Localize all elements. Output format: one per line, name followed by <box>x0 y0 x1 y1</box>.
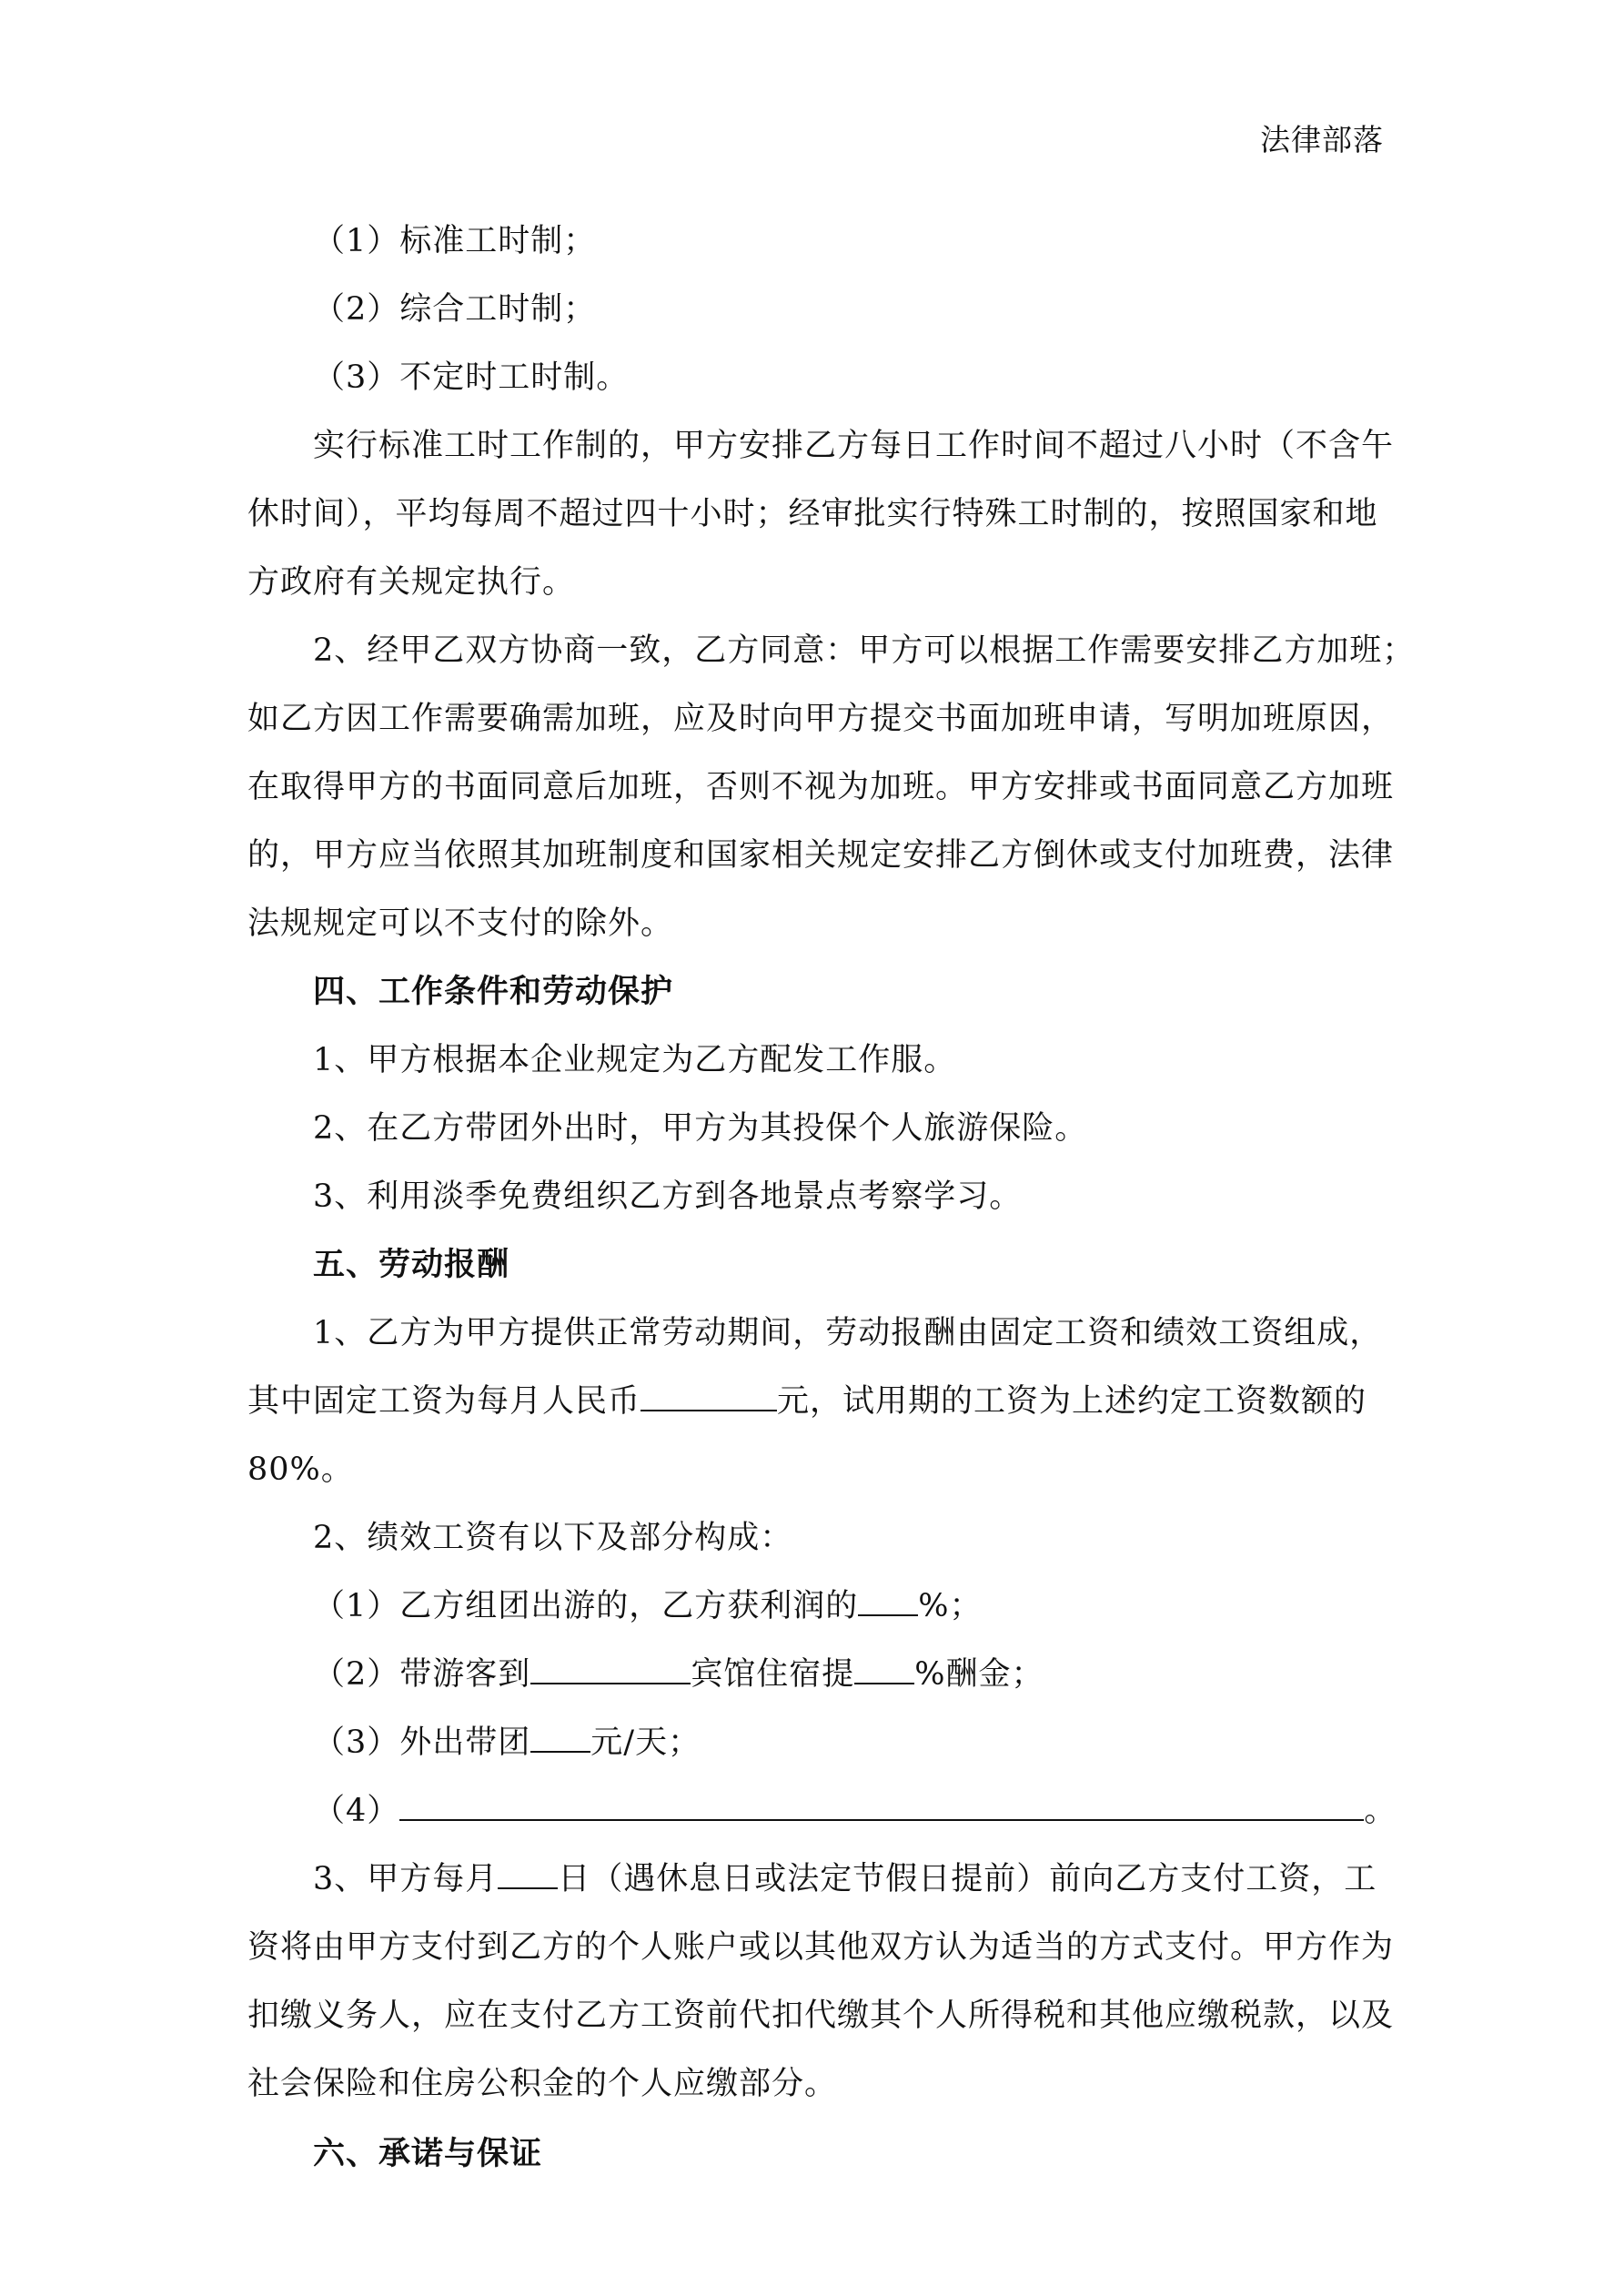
salary-paragraph-line-3: 80%。 <box>247 1451 354 1488</box>
performance-item-1-suffix: %； <box>918 1588 983 1624</box>
salary-paragraph-line-2 <box>247 1368 1385 1436</box>
salary-text-before-blank: 其中固定工资为每月人民币 <box>247 1383 641 1420</box>
monthly-salary-blank <box>641 1381 777 1411</box>
performance-item-2-suffix: %酬金； <box>914 1656 1044 1693</box>
work-hours-paragraph-line-1: 实行标准工时工作制的，甲方安排乙方每日工作时间不超过八小时（不含午 <box>313 428 1395 464</box>
document-body <box>247 207 1416 2189</box>
performance-item-2-middle: 宾馆住宿提 <box>691 1656 855 1693</box>
performance-item-1 <box>247 1573 1385 1641</box>
section-5-heading: 五、劳动报酬 <box>313 1247 510 1283</box>
profit-percent-blank <box>858 1585 918 1616</box>
payday-text-after-blank: 日（遇休息日或法定节假日提前）前向乙方支付工资，工 <box>558 1861 1377 1897</box>
work-hours-paragraph-line-2: 休时间），平均每周不超过四十小时；经审批实行特殊工时制的，按照国家和地 <box>247 496 1378 532</box>
overtime-line-5: 法规规定可以不支付的除外。 <box>247 905 674 942</box>
work-hours-item-1: （1）标准工时制； <box>313 223 597 259</box>
section-6-heading: 六、承诺与保证 <box>313 2136 543 2172</box>
salary-text-after-blank: 元，试用期的工资为上述约定工资数额的 <box>777 1383 1367 1420</box>
overtime-line-3: 在取得甲方的书面同意后加班，否则不视为加班。甲方安排或书面同意乙方加班 <box>247 769 1395 805</box>
work-hours-item-2: （2）综合工时制； <box>313 291 597 328</box>
other-item-blank <box>399 1790 1364 1821</box>
performance-item-1-text: （1）乙方组团出游的，乙方获利润的 <box>313 1588 859 1624</box>
overtime-line-2: 如乙方因工作需要确需加班，应及时向甲方提交书面加班申请，写明加班原因， <box>247 701 1395 737</box>
performance-item-2-text: （2）带游客到 <box>313 1656 531 1693</box>
performance-item-3 <box>247 1709 1385 1777</box>
section-4-item-3: 3、利用淡季免费组织乙方到各地景点考察学习。 <box>313 1178 1023 1215</box>
header-site-name: 法律部落 <box>1260 122 1384 157</box>
overtime-line-4: 的，甲方应当依照其加班制度和国家相关规定安排乙方倒休或支付加班费，法律 <box>247 837 1395 874</box>
section-4-item-2: 2、在乙方带团外出时，甲方为其投保个人旅游保险。 <box>313 1110 1088 1147</box>
performance-item-3-text: （3）外出带团 <box>313 1725 531 1761</box>
overtime-line-1: 2、经甲乙双方协商一致，乙方同意：甲方可以根据工作需要安排乙方加班； <box>313 632 1416 669</box>
performance-item-3-suffix: 元/天； <box>590 1725 701 1761</box>
section-4-heading: 四、工作条件和劳动保护 <box>313 974 674 1010</box>
section-4-item-1: 1、甲方根据本企业规定为乙方配发工作服。 <box>313 1042 957 1078</box>
payday-paragraph-line-1 <box>247 1846 1385 1914</box>
performance-item-4-text: （4） <box>313 1793 400 1829</box>
work-hours-paragraph-line-3: 方政府有关规定执行。 <box>247 564 576 601</box>
payday-text-before-blank: 3、甲方每月 <box>313 1861 499 1897</box>
performance-item-2 <box>247 1641 1385 1709</box>
work-hours-item-3: （3）不定时工时制。 <box>313 359 630 396</box>
payday-paragraph-line-4: 社会保险和住房公积金的个人应缴部分。 <box>247 2066 838 2102</box>
hotel-name-blank <box>530 1654 691 1684</box>
payday-paragraph-line-2: 资将由甲方支付到乙方的个人账户或以其他双方认为适当的方式支付。甲方作为 <box>247 1929 1395 1966</box>
payday-blank <box>498 1858 558 1889</box>
payday-paragraph-line-3: 扣缴义务人，应在支付乙方工资前代扣代缴其个人所得税和其他应缴税款，以及 <box>247 1998 1395 2034</box>
salary-paragraph-line-1: 1、乙方为甲方提供正常劳动期间，劳动报酬由固定工资和绩效工资组成， <box>313 1315 1383 1351</box>
performance-item-4-suffix: 。 <box>1364 1793 1397 1829</box>
performance-pay-intro: 2、绩效工资有以下及部分构成： <box>313 1520 793 1556</box>
daily-allowance-blank <box>530 1722 590 1753</box>
commission-percent-blank <box>854 1654 914 1684</box>
performance-item-4 <box>247 1777 1397 1846</box>
